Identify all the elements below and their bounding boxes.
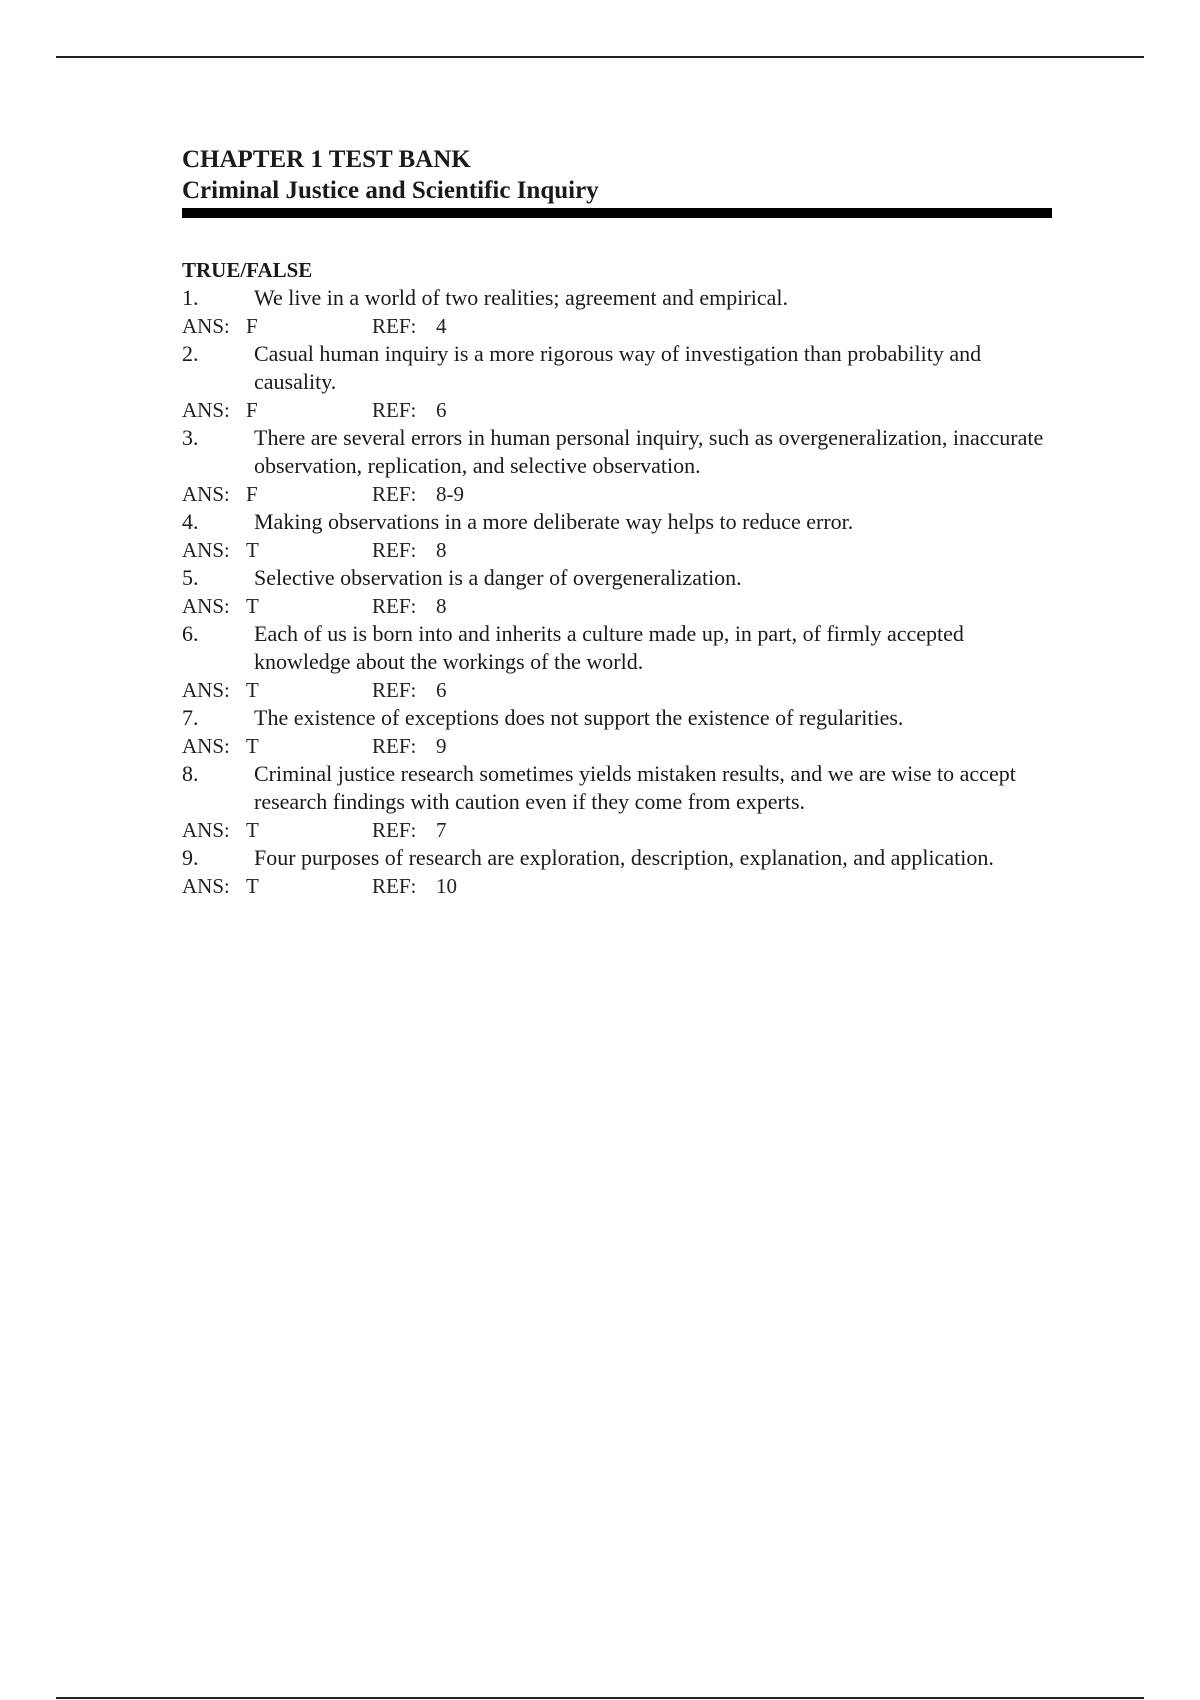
question-number: 9. [182, 845, 199, 870]
question-text: The existence of exceptions does not support the existence of regularities. [254, 705, 904, 730]
ref-value: 9 [436, 734, 447, 758]
question-number: 4. [182, 509, 199, 534]
ans-value: F [246, 482, 258, 506]
chapter-title: CHAPTER 1 TEST BANK [182, 146, 471, 173]
question-text: There are several errors in human personal inquiry, such as overgeneralization, inaccurate observation, replication, and selective observation. [254, 425, 1044, 478]
ref-label: REF: [372, 818, 417, 842]
ans-value: F [246, 398, 258, 422]
ans-value: T [246, 818, 259, 842]
question-number: 2. [182, 341, 199, 366]
ref-label: REF: [372, 678, 417, 702]
question-text: We live in a world of two realities; agreement and empirical. [254, 285, 788, 310]
answer-row-1 [182, 312, 1052, 340]
section-heading: TRUE/FALSE [182, 258, 313, 282]
ref-value: 8 [436, 594, 447, 618]
ans-label: ANS: [182, 594, 230, 618]
ref-value: 7 [436, 818, 447, 842]
question-number: 6. [182, 621, 199, 646]
ref-value: 8-9 [436, 482, 464, 506]
title-divider [182, 208, 1052, 218]
question-text: Each of us is born into and inherits a culture made up, in part, of firmly accepted knowledge about the workings of the world. [254, 621, 964, 674]
ref-label: REF: [372, 594, 417, 618]
ref-value: 10 [436, 874, 457, 898]
ans-label: ANS: [182, 818, 230, 842]
ref-label: REF: [372, 398, 417, 422]
question-2 [182, 340, 1052, 396]
answer-row-2 [182, 396, 1052, 424]
ref-value: 4 [436, 314, 447, 338]
chapter-subtitle: Criminal Justice and Scientific Inquiry [182, 177, 599, 204]
answer-row-3 [182, 480, 1052, 508]
question-8 [182, 760, 1052, 816]
question-text: Casual human inquiry is a more rigorous way of investigation than probability and causality. [254, 341, 982, 394]
question-3 [182, 424, 1052, 480]
question-number: 7. [182, 705, 199, 730]
ans-label: ANS: [182, 398, 230, 422]
question-7 [182, 704, 1052, 732]
ans-value: T [246, 538, 259, 562]
question-1 [182, 284, 1052, 312]
question-number: 1. [182, 285, 199, 310]
ans-label: ANS: [182, 874, 230, 898]
answer-row-6 [182, 676, 1052, 704]
ans-label: ANS: [182, 678, 230, 702]
answer-row-8 [182, 816, 1052, 844]
question-6 [182, 620, 1052, 676]
ref-label: REF: [372, 482, 417, 506]
ref-label: REF: [372, 734, 417, 758]
ans-value: T [246, 594, 259, 618]
ref-value: 8 [436, 538, 447, 562]
test-bank-content [182, 144, 1052, 900]
answer-row-5 [182, 592, 1052, 620]
ref-label: REF: [372, 874, 417, 898]
ans-label: ANS: [182, 538, 230, 562]
question-text: Criminal justice research sometimes yields mistaken results, and we are wise to accept research findings with caution even if they come from experts. [254, 761, 1016, 814]
answer-row-9 [182, 872, 1052, 900]
question-text: Selective observation is a danger of overgeneralization. [254, 565, 742, 590]
question-4 [182, 508, 1052, 536]
question-9 [182, 844, 1052, 872]
question-number: 3. [182, 425, 199, 450]
ref-value: 6 [436, 398, 447, 422]
question-number: 8. [182, 761, 199, 786]
ref-value: 6 [436, 678, 447, 702]
question-text: Making observations in a more deliberate way helps to reduce error. [254, 509, 854, 534]
bottom-page-rule [56, 1697, 1144, 1699]
ans-value: T [246, 678, 259, 702]
top-page-rule [56, 56, 1144, 58]
ans-label: ANS: [182, 482, 230, 506]
ref-label: REF: [372, 314, 417, 338]
question-5 [182, 564, 1052, 592]
ans-value: T [246, 874, 259, 898]
ans-value: T [246, 734, 259, 758]
answer-row-4 [182, 536, 1052, 564]
ans-label: ANS: [182, 314, 230, 338]
ref-label: REF: [372, 538, 417, 562]
question-number: 5. [182, 565, 199, 590]
answer-row-7 [182, 732, 1052, 760]
ans-value: F [246, 314, 258, 338]
ans-label: ANS: [182, 734, 230, 758]
question-text: Four purposes of research are exploration, description, explanation, and application. [254, 845, 994, 870]
